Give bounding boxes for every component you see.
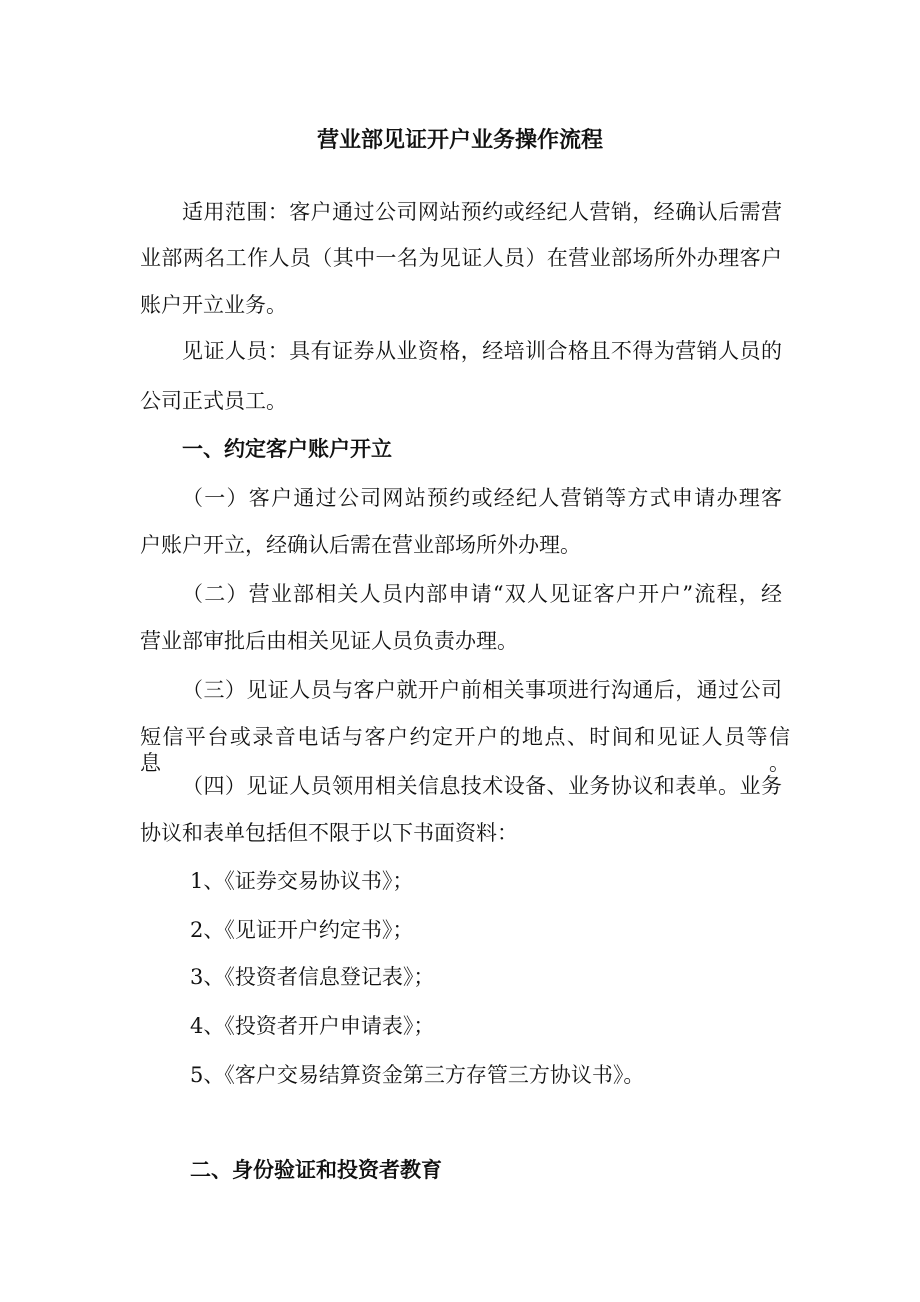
- item-3-line: （三）见证人员与客户就开户前相关事项进行沟通后，通过公司: [182, 678, 782, 702]
- item-2-line: （二）营业部相关人员内部申请“双人见证客户开户”流程，经: [182, 582, 782, 606]
- paragraph-scope-line: 账户开立业务。: [140, 293, 287, 317]
- list-item: 1、《证券交易协议书》；: [190, 869, 414, 893]
- list-item: 2、《见证开户约定书》；: [190, 918, 414, 942]
- list-item: 5、《客户交易结算资金第三方存管三方协议书》。: [190, 1063, 645, 1087]
- item-1-line: （一）客户通过公司网站预约或经纪人营销等方式申请办理客: [182, 486, 782, 510]
- paragraph-witness-line: 公司正式员工。: [140, 389, 287, 413]
- item-2-line: 营业部审批后由相关见证人员负责办理。: [140, 629, 518, 653]
- section-heading-2: 二、身份验证和投资者教育: [190, 1157, 442, 1182]
- paragraph-scope-line: 适用范围：客户通过公司网站预约或经纪人营销，经确认后需营: [182, 200, 782, 224]
- section-heading-1: 一、约定客户账户开立: [182, 436, 392, 461]
- paragraph-witness-line: 见证人员：具有证券从业资格，经培训合格且不得为营销人员的: [182, 339, 782, 363]
- list-item: 4、《投资者开户申请表》；: [190, 1014, 435, 1038]
- list-item: 3、《投资者信息登记表》；: [190, 965, 435, 989]
- item-3-line: 短信平台或录音电话与客户约定开户的地点、时间和见证人员等信息。: [140, 725, 790, 775]
- item-1-line: 户账户开立，经确认后需在营业部场所外办理。: [140, 533, 581, 557]
- item-4-line: （四）见证人员领用相关信息技术设备、业务协议和表单。业务: [182, 774, 782, 798]
- paragraph-scope-line: 业部两名工作人员（其中一名为见证人员）在营业部场所外办理客户: [140, 246, 782, 270]
- item-4-line: 协议和表单包括但不限于以下书面资料：: [140, 821, 518, 845]
- document-title: 营业部见证开户业务操作流程: [316, 127, 603, 153]
